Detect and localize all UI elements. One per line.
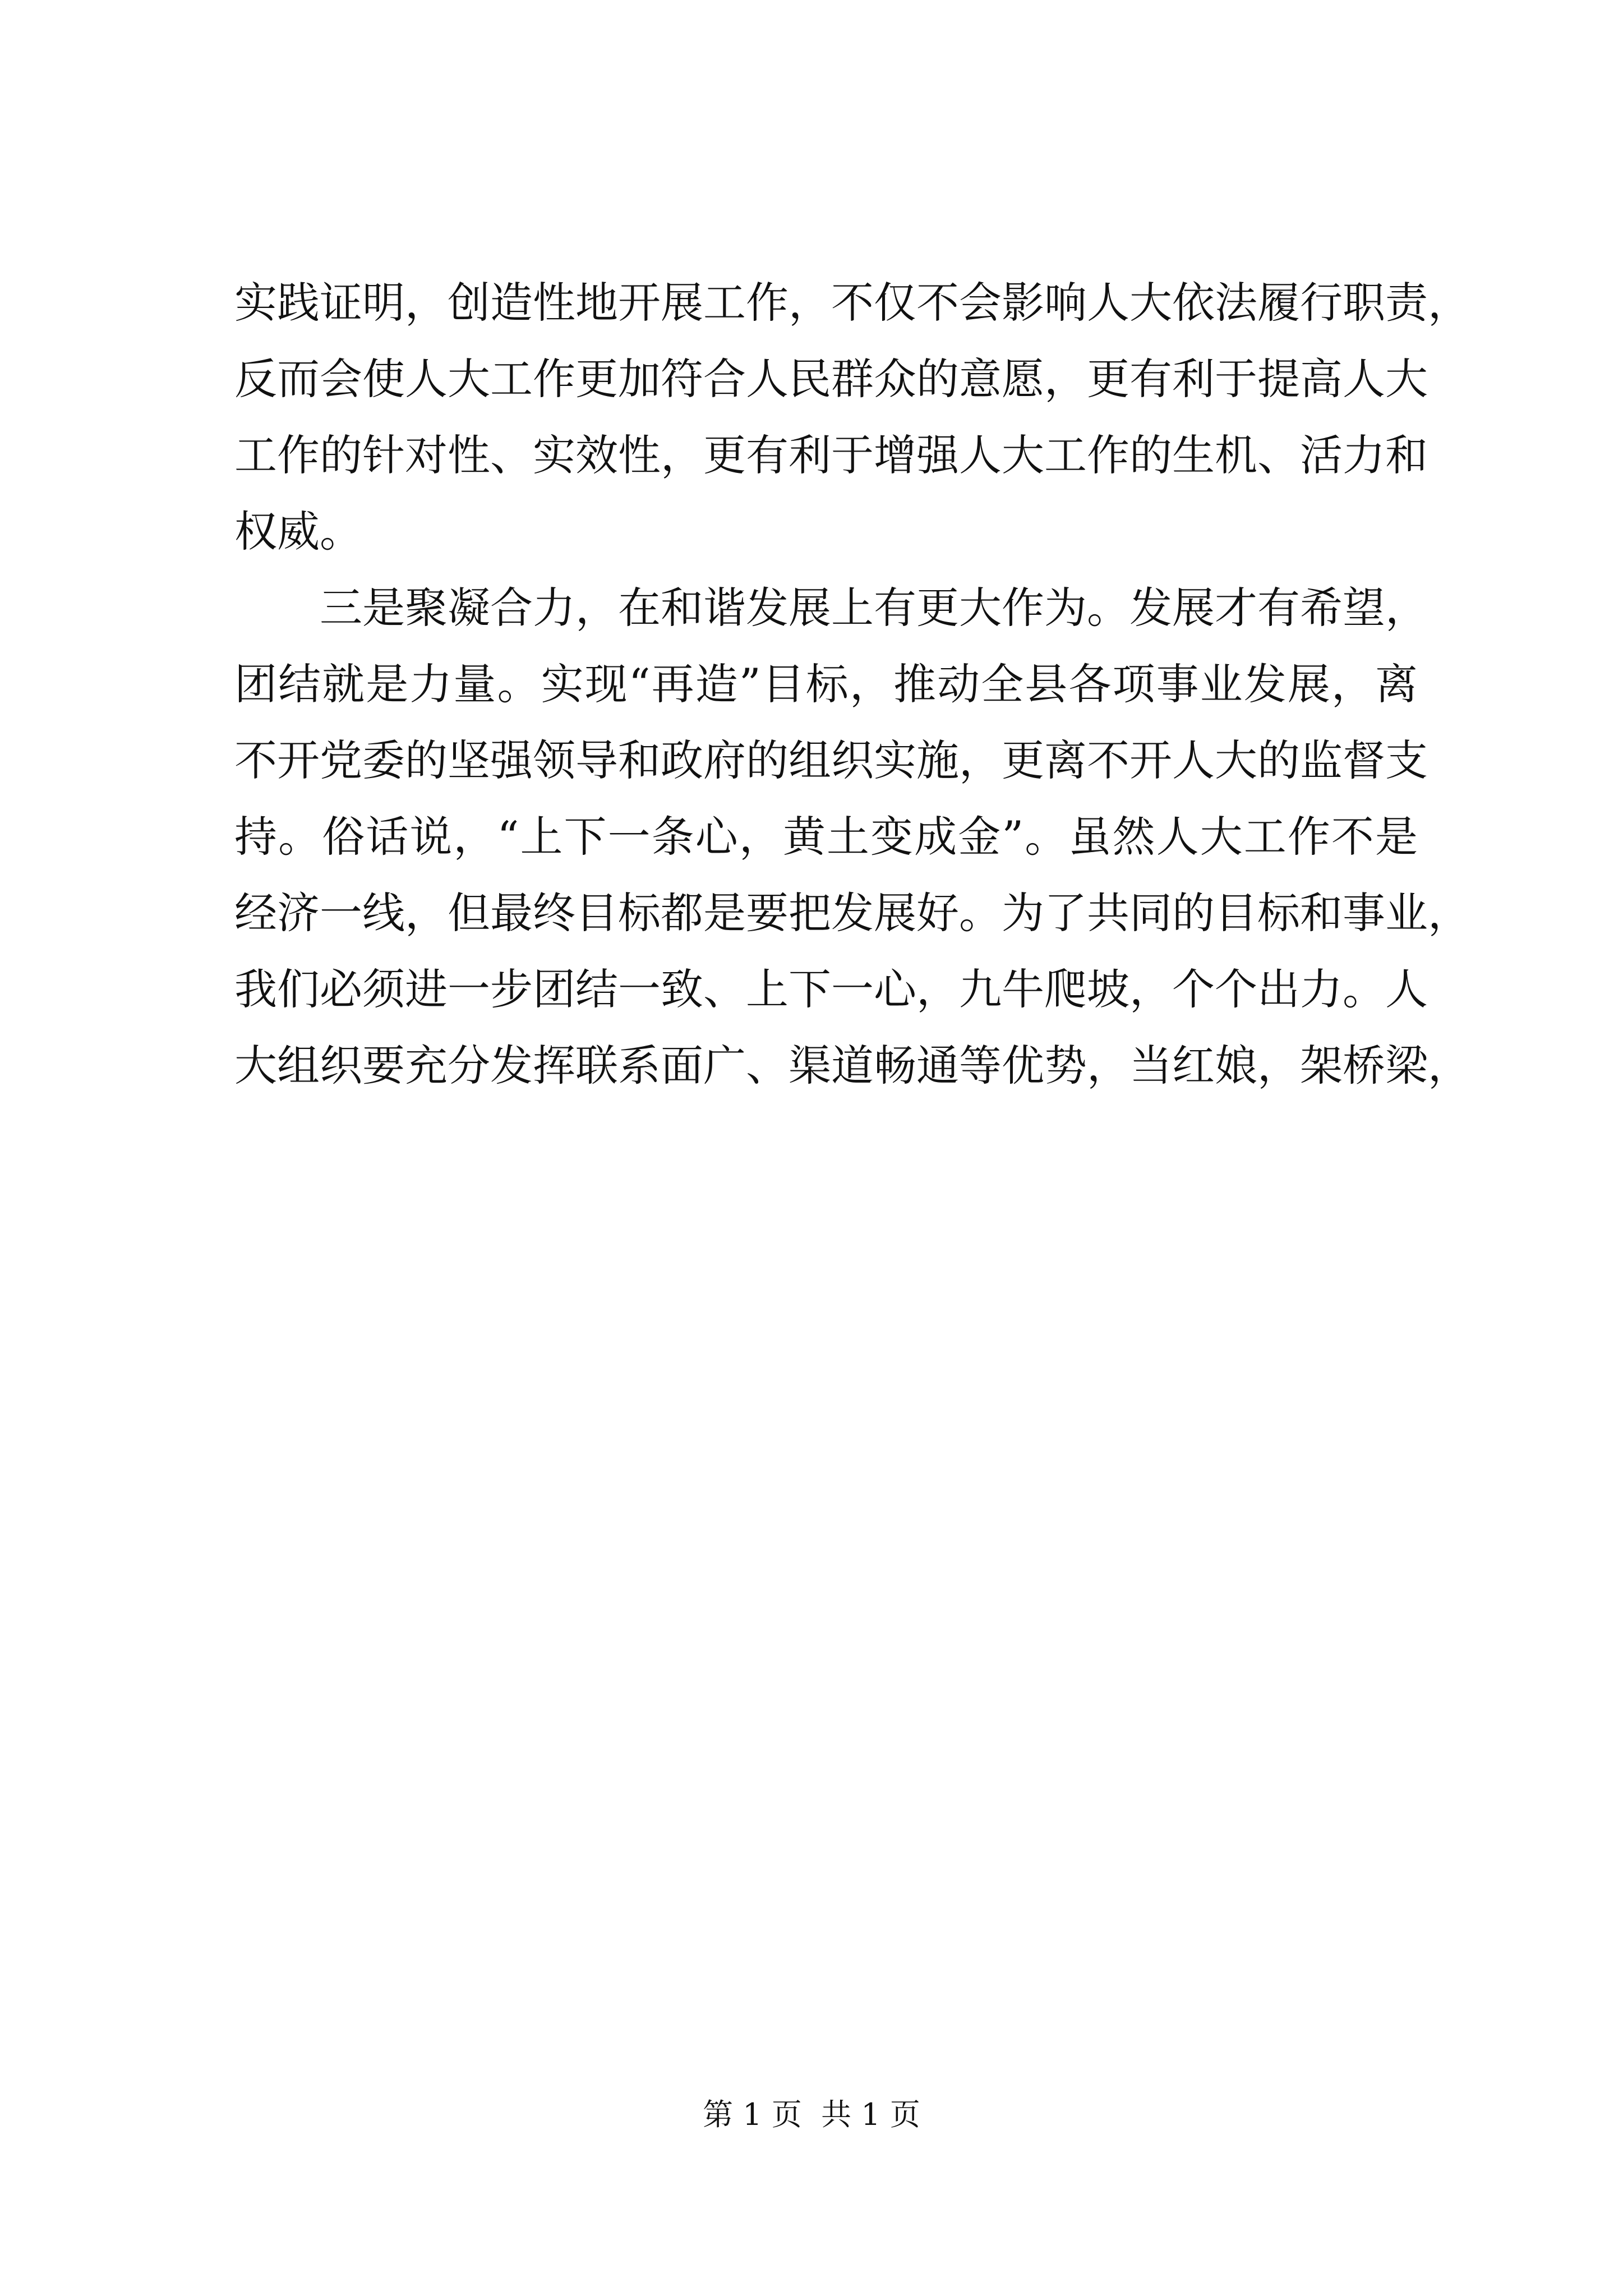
- paragraph-line: 实践证明，创造性地开展工作，不仅不会影响人大依法履行职责，: [234, 278, 1470, 328]
- paragraph-line: 三是聚凝合力，在和谐发展上有更大作为。发展才有希望，: [320, 583, 1428, 633]
- paragraph: [234, 570, 1470, 1104]
- paragraph-line: 权威。: [234, 507, 362, 556]
- paragraph-line: 团结就是力量。实现“再造”目标，推动全县各项事业发展，离: [234, 659, 1418, 709]
- paragraph: [234, 265, 1470, 570]
- paragraph-line: 我们必须进一步团结一致、上下一心，九牛爬坡，个个出力。人: [234, 964, 1428, 1014]
- paragraph-line: 持。俗话说，“上下一条心，黄土变成金”。虽然人大工作不是: [234, 812, 1418, 862]
- paragraph-line: 不开党委的坚强领导和政府的组织实施，更离不开人大的监督支: [234, 735, 1428, 785]
- paragraph-line: 经济一线，但最终目标都是要把发展好。为了共同的目标和事业，: [234, 888, 1470, 938]
- paragraph-line: 大组织要充分发挥联系面广、渠道畅通等优势，当红娘，架桥梁，: [234, 1041, 1470, 1091]
- paragraph-line: 反而会使人大工作更加符合人民群众的意愿，更有利于提高人大: [234, 354, 1428, 404]
- page-number-label: 第 1 页 共 1 页: [703, 2097, 920, 2132]
- page-footer: [0, 2092, 1623, 2137]
- document-body: [234, 265, 1470, 1104]
- paragraph-line: 工作的针对性、实效性，更有利于增强人大工作的生机、活力和: [234, 430, 1428, 480]
